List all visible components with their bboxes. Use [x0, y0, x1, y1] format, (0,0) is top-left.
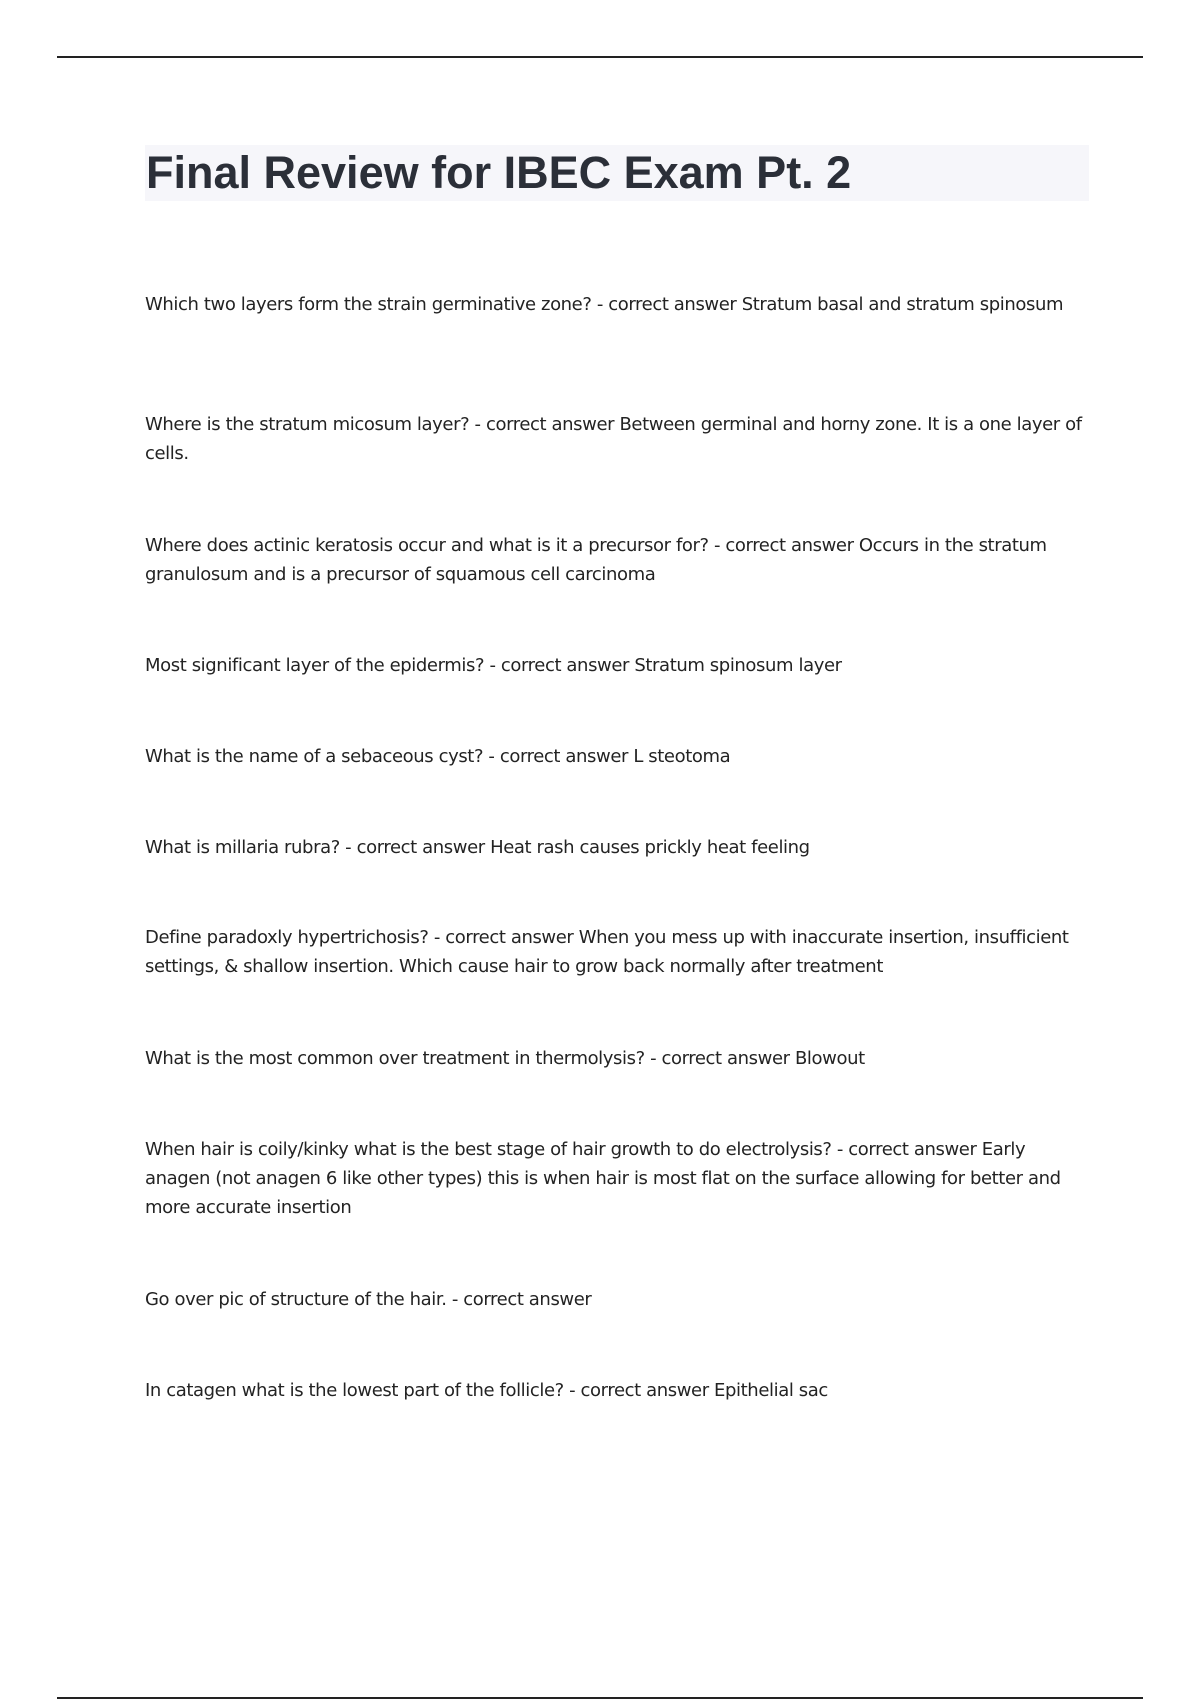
answer-text: Early anagen (not anagen 6 like other types) this is when hair is most flat on the surface allowing for better and more accurate insertion: [145, 1139, 1061, 1218]
answer-separator: - correct answer: [483, 746, 634, 767]
qa-item: [145, 531, 1090, 589]
answer-separator: - correct answer: [469, 414, 620, 435]
question-text: Go over pic of structure of the hair.: [145, 1289, 447, 1310]
answer-text: Epithelial sac: [714, 1380, 828, 1401]
answer-text: When you mess up with inaccurate insertion, insufficient settings, & shallow insertion. Which cause hair to grow back normally after treatment: [145, 927, 1069, 977]
question-text: In catagen what is the lowest part of the follicle?: [145, 1380, 564, 1401]
bottom-rule: [57, 1697, 1143, 1699]
qa-item: [145, 290, 1090, 319]
question-text: What is the most common over treatment in thermolysis?: [145, 1048, 645, 1069]
qa-item: [145, 1135, 1090, 1222]
qa-item: [145, 651, 1090, 680]
answer-separator: - correct answer: [428, 927, 579, 948]
qa-item: [145, 1376, 1090, 1405]
answer-text: Heat rash causes prickly heat feeling: [490, 837, 810, 858]
answer-separator: - correct answer: [708, 535, 859, 556]
question-text: What is millaria rubra?: [145, 837, 340, 858]
answer-text: Between germinal and horny zone. It is a one layer of cells.: [145, 414, 1082, 464]
qa-item: [145, 923, 1090, 981]
answer-separator: - correct answer: [484, 655, 635, 676]
qa-item: [145, 1044, 1090, 1073]
answer-text: Stratum basal and stratum spinosum: [741, 294, 1064, 315]
answer-separator: - correct answer: [591, 294, 742, 315]
qa-item: [145, 742, 1090, 771]
document-title: Final Review for IBEC Exam Pt. 2: [146, 147, 852, 198]
question-text: Where does actinic keratosis occur and what is it a precursor for?: [145, 535, 709, 556]
answer-separator: - correct answer: [831, 1139, 982, 1160]
answer-separator: - correct answer: [339, 837, 491, 858]
qa-item: [145, 833, 1090, 862]
question-text: When hair is coily/kinky what is the best stage of hair growth to do electrolysis?: [145, 1139, 832, 1160]
answer-text: Blowout: [794, 1048, 865, 1069]
question-text: Which two layers form the strain germinative zone?: [145, 294, 592, 315]
question-text: Define paradoxly hypertrichosis?: [145, 927, 429, 948]
qa-item: [145, 1285, 1090, 1314]
answer-separator: - correct answer: [563, 1380, 715, 1401]
question-text: What is the name of a sebaceous cyst?: [145, 746, 484, 767]
answer-text: Occurs in the stratum granulosum and is a precursor of squamous cell carcinoma: [145, 535, 1047, 585]
question-text: Most significant layer of the epidermis?: [145, 655, 485, 676]
qa-item: [145, 410, 1090, 468]
answer-text: Stratum spinosum layer: [634, 655, 842, 676]
answer-separator: - correct answer: [644, 1048, 795, 1069]
question-text: Where is the stratum micosum layer?: [145, 414, 470, 435]
answer-text: L steotoma: [633, 746, 731, 767]
top-rule: [57, 56, 1143, 58]
answer-separator: - correct answer: [446, 1289, 592, 1310]
